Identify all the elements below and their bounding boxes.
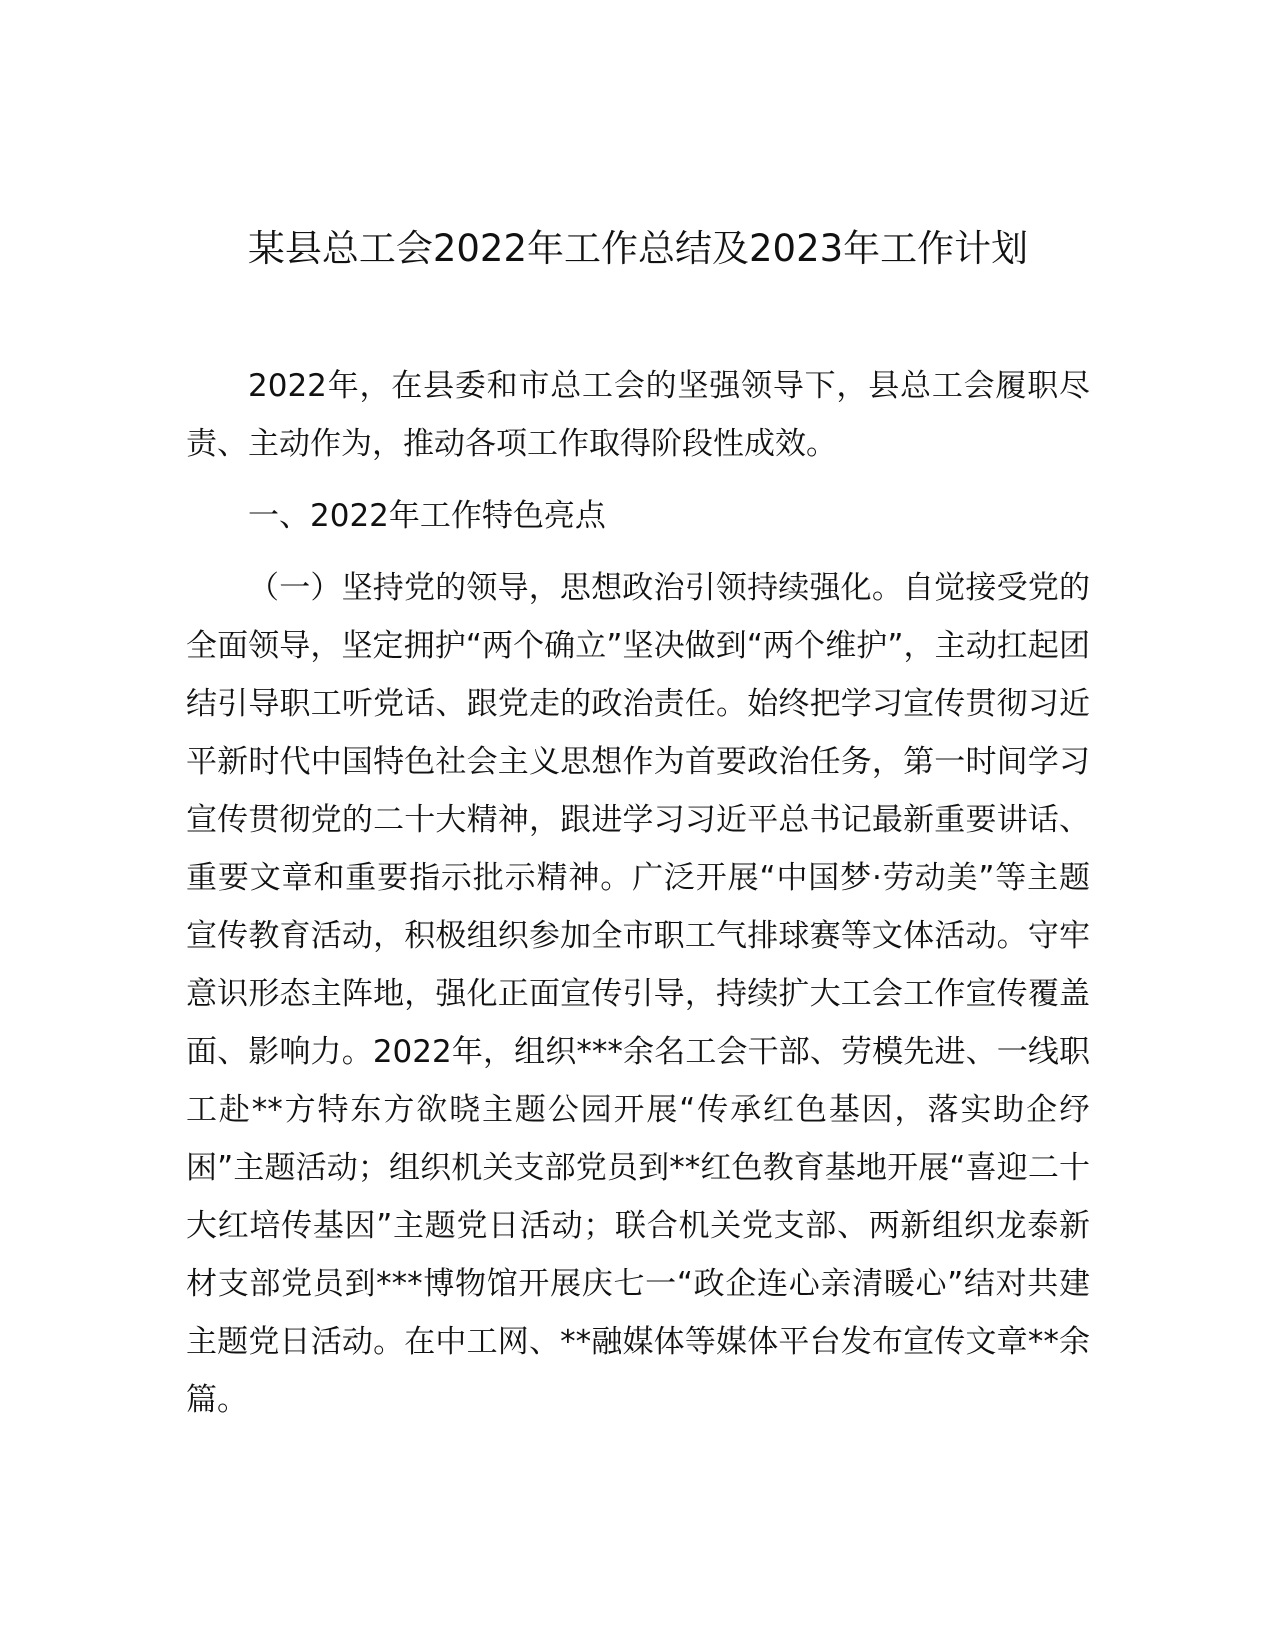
document-body xyxy=(186,357,1090,1443)
section-heading: 一、2022年工作特色亮点 xyxy=(248,498,606,534)
document-title: 某县总工会2022年工作总结及2023年工作计划 xyxy=(247,227,1029,270)
intro-paragraph: 2022年，在县委和市总工会的坚强领导下，县总工会履职尽责、主动作为，推动各项工作取得阶段性成效。 xyxy=(186,368,1090,462)
section-item-paragraph: （一）坚持党的领导，思想政治引领持续强化。自觉接受党的全面领导，坚定拥护“两个确立”坚决做到“两个维护”，主动扛起团结引导职工听党话、跟党走的政治责任。始终把学习宣传贯彻习近平新时代中国特色社会主义思想作为首要政治任务，第一时间学习宣传贯彻党的二十大精神，跟进学习习近平总书记最新重要讲话、重要文章和重要指示批示精神。广泛开展“中国梦·劳动美”等主题宣传教育活动，积极组织参加全市职工气排球赛等文体活动。守牢意识形态主阵地，强化正面宣传引导，持续扩大工会工作宣传覆盖面、影响力。2022年，组织***余名工会干部、劳模先进、一线职工赴**方特东方欲晓主题公园开展“传承红色基因，落实助企纾困”主题活动；组织机关支部党员到**红色教育基地开展“喜迎二十大红培传基因”主题党日活动；联合机关党支部、两新组织龙泰新材支部党员到***博物馆开展庆七一“政企连心亲清暖心”结对共建主题党日活动。在中工网、**融媒体等媒体平台发布宣传文章**余篇。 xyxy=(186,570,1090,1418)
